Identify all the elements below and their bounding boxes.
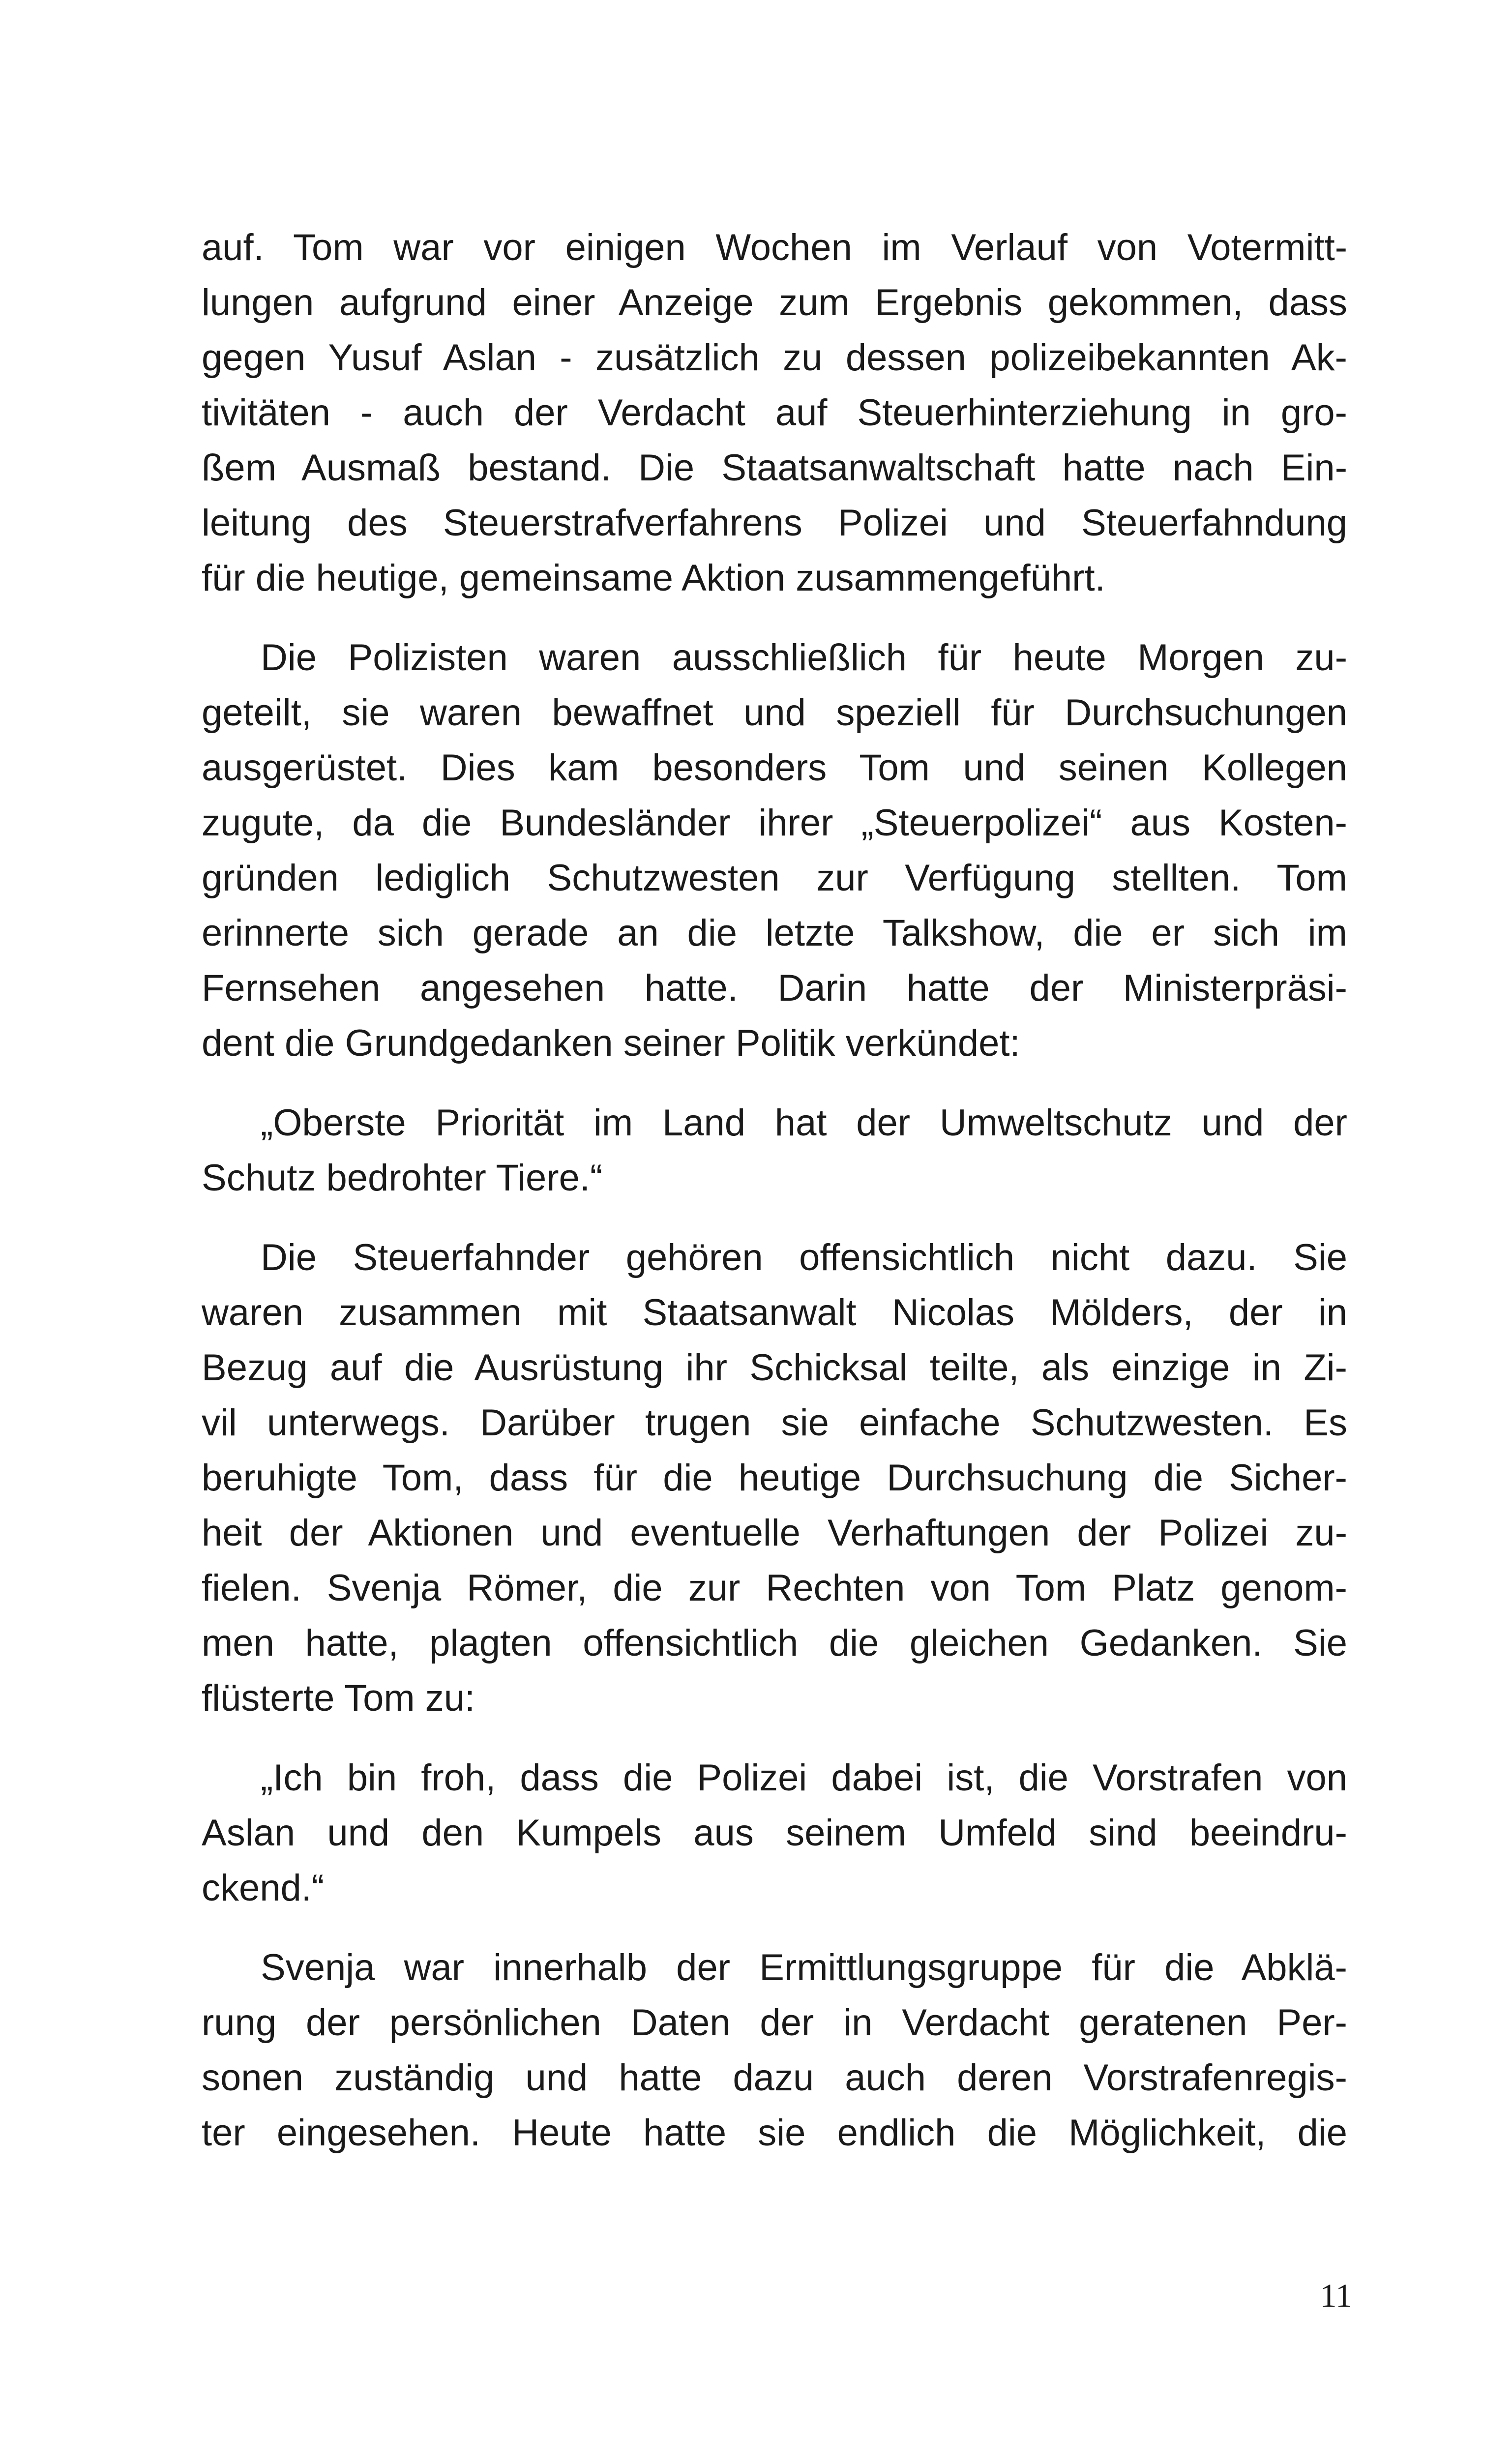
text-line: für die heutige, gemeinsame Aktion zusammengeführt. — [202, 557, 1105, 599]
text-line: fielen. Svenja Römer, die zur Rechten von Tom Platz genom- — [202, 1567, 1347, 1609]
text-line: auf. Tom war vor einigen Wochen im Verlauf von Votermitt- — [202, 227, 1347, 268]
text-line: flüsterte Tom zu: — [202, 1677, 475, 1719]
paragraph — [202, 630, 1347, 1071]
text-line: Aslan und den Kumpels aus seinem Umfeld sind beeindru- — [202, 1812, 1347, 1854]
text-line: rung der persönlichen Daten der in Verdacht geratenen Per- — [202, 2002, 1347, 2044]
text-line: sonen zuständig und hatte dazu auch deren Vorstrafenregis- — [202, 2057, 1347, 2099]
text-line: gründen lediglich Schutzwesten zur Verfügung stellten. Tom — [202, 857, 1347, 899]
text-line: gegen Yusuf Aslan - zusätzlich zu dessen polizeibekannten Ak- — [202, 337, 1347, 379]
text-line: Bezug auf die Ausrüstung ihr Schicksal teilte, als einzige in Zi- — [202, 1347, 1347, 1389]
text-line: Svenja war innerhalb der Ermittlungsgruppe für die Abklä- — [261, 1947, 1347, 1989]
paragraph — [202, 1940, 1347, 2161]
paragraph — [202, 1096, 1347, 1206]
text-line: vil unterwegs. Darüber trugen sie einfache Schutzwesten. Es — [202, 1402, 1347, 1444]
text-line: „Ich bin froh, dass die Polizei dabei ist, die Vorstrafen von — [261, 1757, 1347, 1799]
text-line: Fernsehen angesehen hatte. Darin hatte der Ministerpräsi- — [202, 967, 1347, 1009]
text-line: geteilt, sie waren bewaffnet und speziell für Durchsuchungen — [202, 692, 1347, 734]
text-line: ausgerüstet. Dies kam besonders Tom und seinen Kollegen — [202, 747, 1347, 789]
text-line: erinnerte sich gerade an die letzte Talkshow, die er sich im — [202, 912, 1347, 954]
text-line: ckend.“ — [202, 1867, 325, 1909]
paragraph — [202, 220, 1347, 606]
paragraph — [202, 1230, 1347, 1726]
text-line: Die Steuerfahnder gehören offensichtlich nicht dazu. Sie — [261, 1237, 1347, 1278]
text-line: tivitäten - auch der Verdacht auf Steuerhinterziehung in gro- — [202, 392, 1347, 434]
text-line: zugute, da die Bundesländer ihrer „Steuerpolizei“ aus Kosten- — [202, 802, 1347, 844]
text-line: „Oberste Priorität im Land hat der Umweltschutz und der — [261, 1102, 1347, 1144]
text-line: men hatte, plagten offensichtlich die gleichen Gedanken. Sie — [202, 1622, 1347, 1664]
text-line: ter eingesehen. Heute hatte sie endlich die Möglichkeit, die — [202, 2112, 1347, 2154]
text-line: ßem Ausmaß bestand. Die Staatsanwaltschaft hatte nach Ein- — [202, 447, 1347, 489]
text-line: Die Polizisten waren ausschließlich für heute Morgen zu- — [261, 637, 1347, 679]
text-line: lungen aufgrund einer Anzeige zum Ergebnis gekommen, dass — [202, 282, 1347, 324]
text-line: dent die Grundgedanken seiner Politik verkündet: — [202, 1022, 1020, 1064]
text-line: waren zusammen mit Staatsanwalt Nicolas Mölders, der in — [202, 1292, 1347, 1334]
text-line: leitung des Steuerstrafverfahrens Polizei und Steuerfahndung — [202, 502, 1347, 544]
text-line: heit der Aktionen und eventuelle Verhaftungen der Polizei zu- — [202, 1512, 1347, 1554]
body-text — [202, 220, 1347, 2185]
text-line: beruhigte Tom, dass für die heutige Durchsuchung die Sicher- — [202, 1457, 1347, 1499]
paragraph — [202, 1751, 1347, 1916]
text-line: Schutz bedrohter Tiere.“ — [202, 1157, 603, 1199]
page-number: 11 — [1320, 2277, 1352, 2314]
